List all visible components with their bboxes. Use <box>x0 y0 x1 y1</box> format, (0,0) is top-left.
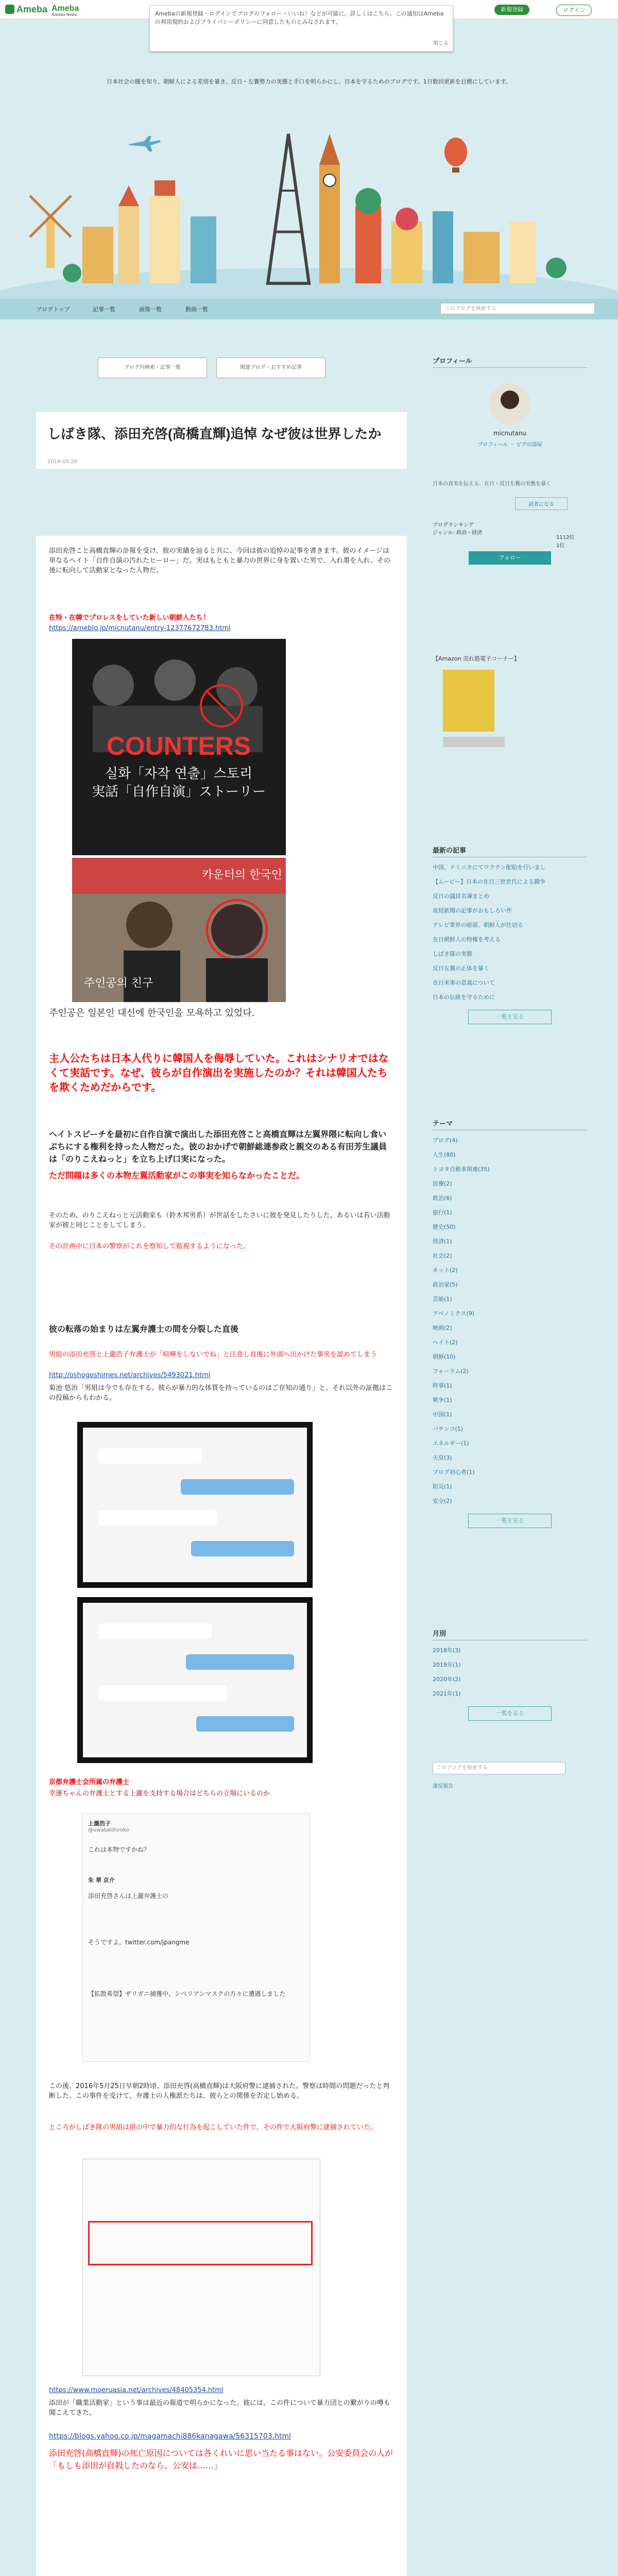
theme-item[interactable]: 経済(1) <box>433 1238 452 1245</box>
theme-item[interactable]: 旅行(1) <box>433 1209 452 1216</box>
menu-video-list[interactable]: 動画一覧 <box>185 306 208 313</box>
tweet-text-3: そうですよ。twitter.com/jpangme <box>88 1939 190 1946</box>
theme-item[interactable]: アベノミクス(9) <box>433 1310 475 1317</box>
article-title-card <box>36 412 407 469</box>
archive-title: 月別 <box>433 1628 587 1640</box>
recent-item[interactable]: 中国、ドミニカにてワクチン配給を行いまし <box>433 864 546 871</box>
tweet-handle-1: @uwatakihiroko <box>88 1827 129 1833</box>
theme-item[interactable]: 映画(2) <box>433 1325 452 1331</box>
tweet-section-sub: 幸運ちゃんの弁護士とする上瀧を支持する場合はどちらの立場にいるのか <box>49 1790 270 1798</box>
paragraph-3: ヘイトスピーチを最初に自作自演で演出した添田充啓こと高橋直輝は左翼界隈に転向し食いぶちにする権利を持った人物だった。彼のおかげで朝鮮総連参政と親交のある有田芳生議員は「のりこえねっと」を立ち上げ口実になった。 <box>49 1129 387 1164</box>
tweet-user-1: 上瀧浩子 <box>88 1820 111 1827</box>
theme-item[interactable]: 政治家(5) <box>433 1281 458 1288</box>
related-link-4[interactable]: https://blogs.yahoo.co.jp/magamachi886kanagawa/56315703.html <box>49 2432 291 2441</box>
theme-item[interactable]: トヨタ自動車関連(35) <box>433 1166 490 1173</box>
recent-item[interactable]: 【ムービー】日本の在日三世世代による闘争 <box>433 878 546 885</box>
theme-item[interactable]: ブログ初心者(1) <box>433 1469 475 1476</box>
theme-item[interactable]: フォーラム(2) <box>433 1368 469 1375</box>
svg-text:COUNTERS: COUNTERS <box>106 732 251 760</box>
chat-screenshot-1-art <box>78 1422 312 1587</box>
theme-item[interactable]: 医療(2) <box>433 1180 452 1187</box>
blog-search-input[interactable]: このブログを検索する <box>440 303 595 314</box>
profile-title: プロフィール <box>433 355 587 368</box>
profile-links[interactable]: プロフィール ・ ピグの部屋 <box>477 442 542 448</box>
ameba-logo[interactable]: Ameba <box>5 4 47 15</box>
archive-more-button[interactable]: 一覧を見る <box>468 1706 552 1721</box>
theme-title: テーマ <box>433 1118 587 1130</box>
paragraph-5-red: 男組の添田充啓と上瀧浩子弁護士が「喧嘩をしないでね」と注意し直後に外部へ出かけた事実を認めてしまう <box>49 1351 377 1359</box>
profile-name[interactable]: micnutanu <box>493 430 527 437</box>
follow-reader-button[interactable]: 読者になる <box>515 497 568 510</box>
ameba-logo-icon <box>5 5 14 14</box>
paragraph-3-red: ただ問題は多くの本物左翼活動家がこの事実を知らなかったことだ。 <box>49 1171 305 1180</box>
theme-item[interactable]: 政治(6) <box>433 1195 452 1201</box>
theme-item[interactable]: 社会(2) <box>433 1252 452 1259</box>
paragraph-4: そのため、のりこえねっと元活動家も（鈴木邦男系）が世話をしたさいに彼を発見したりした。あるいは若い活動家が彼と同じことをしてしまう。 <box>49 1212 390 1229</box>
blog-menu-bar <box>0 299 618 319</box>
recent-item[interactable]: テレビ業界の暗部、朝鮮人が仕切る <box>433 922 523 928</box>
left-nav-button-2[interactable]: 関連ブログ・おすすめ記事 <box>216 358 325 378</box>
paragraph-8: 添田が「職業活動家」という事は最近の報道で明らかになった。彼には、この件について暴力団との繋がりの噂も聞こえてきた。 <box>49 2399 390 2417</box>
article-photo-street <box>72 858 286 1002</box>
profile-section <box>433 355 587 469</box>
book-cover-2[interactable] <box>443 737 505 747</box>
article-body <box>36 536 407 2576</box>
recent-title: 最新の記事 <box>433 845 587 857</box>
theme-item[interactable]: ブログ(4) <box>433 1137 458 1144</box>
amazon-ad-section <box>433 654 587 747</box>
theme-item[interactable]: 中国(1) <box>433 1411 452 1418</box>
chat-screenshot-2-art <box>78 1598 312 1762</box>
menu-image-list[interactable]: 画像一覧 <box>139 306 162 313</box>
notice-text: Amebaの新規登録・ログインでブログのフォロー・いいね！などが可能に。詳しくはこちら。この通知はAmebaの利用規約およびプライバシーポリシーに同意したものとみなされます。 <box>155 10 444 25</box>
paragraph-9-red: 添田充啓(高橋直輝)の死亡原因については各くれいに思い当たる事はない。公安委員会の人が「もしも添田が自殺したのなら、公安は……」 <box>49 2448 393 2470</box>
blog-description: 日本社会の闇を知り、朝鮮人による差別を暴き、反日・左翼勢力の実態と手口を明らかにし、日本を守るためのブログです。1日数回更新を目標にしています。 <box>107 78 511 85</box>
recent-item[interactable]: 日本の伝統を守るために <box>433 994 495 1001</box>
recent-item[interactable]: 反日の議員名簿まとめ <box>433 893 489 900</box>
korean-caption: 주인공은 일본인 대신에 한국인을 모욕하고 있었다. <box>49 1008 255 1019</box>
ranking-value-2: 1位 <box>556 543 565 549</box>
ameba-news-logo[interactable]: Ameba Ameba News <box>52 4 79 17</box>
paragraph-6: 菊池 悠治「男組は今でも存在する。彼らが暴力的な体質を持っているのはご存知の通り」と、それ以外の証拠はこの投稿からもわかる。 <box>49 1384 393 1402</box>
paragraph-7: この後、2016年5月25日早朝2時頃、添田充啓(高橋直輝)は大阪府警に逮捕された。警察は時間の問題だったと判断した。この事件を受けて、弁護士の人権派たちは、彼らとの関係を否定し始める。 <box>49 2082 390 2100</box>
related-link-1[interactable]: https://ameblo.jp/micnutanu/entry-12377672783.html <box>49 624 231 632</box>
photo-street-illustration <box>72 858 286 1002</box>
article-title: しばき隊、添田充啓(高橋直輝)追悼 なぜ彼は世界したか <box>47 426 382 442</box>
profile-box <box>433 479 587 613</box>
sidebar-search-input[interactable]: このブログを検索する <box>433 1762 565 1774</box>
recent-more-button[interactable]: 一覧を見る <box>468 1010 552 1024</box>
tweet-text-4: 【拡散希望】ザリガニ捕獲中、シベリアンマスクの方々に遭遇しました <box>88 1990 286 1997</box>
report-link[interactable]: 違反報告 <box>433 1784 453 1789</box>
svg-text:주인공의 친구: 주인공의 친구 <box>83 977 153 990</box>
tweet-section-title: 京都弁護士会所属の弁護士 <box>49 1778 130 1786</box>
svg-text:실화「자작 연출」스토리: 실화「자작 연출」스토리 <box>105 766 253 782</box>
book-cover-1[interactable] <box>443 670 494 732</box>
theme-item[interactable]: パチンコ(1) <box>433 1426 464 1432</box>
theme-section <box>433 1118 587 1582</box>
archive-item[interactable]: 2021年(1) <box>433 1690 461 1697</box>
archive-item[interactable]: 2019年(1) <box>433 1662 461 1668</box>
follow-button[interactable]: フォロー <box>469 551 551 565</box>
sidebar-search <box>433 1762 587 1798</box>
paragraph-intro: 添田充啓こと高橋直輝の訃報を受け、彼の実績を辿ると共に、今回は彼の追悼の記事を書きます。彼のイメージは単なるヘイト「自作自演の汚れたヒーロー」だ。実はもともと暴力の世界に身を置いた男で、入れ墨を入れ、その後に転向して活動家となった人物だ。 <box>49 547 391 574</box>
related-link-2[interactable]: http://oshogoshimes.net/archives/5493021.html <box>49 1371 211 1379</box>
ranking-value-1: 1112位 <box>556 535 575 540</box>
related-link-3[interactable]: https://www.moeruasia.net/archives/48405354.html <box>49 2386 224 2394</box>
theme-list <box>433 1133 587 1509</box>
menu-entry-list[interactable]: 記事一覧 <box>93 306 115 313</box>
paragraph-7-red: ところがしばき隊の男組は組の中で暴力的な行為を起こしていた件で、その件で大阪府警に逮捕されていた。 <box>49 2124 377 2131</box>
theme-item[interactable]: 人生(80) <box>433 1151 456 1158</box>
recent-posts-section <box>433 845 587 1077</box>
archive-item[interactable]: 2020年(2) <box>433 1676 461 1683</box>
recent-item[interactable]: 反日左翼の正体を暴く <box>433 965 489 972</box>
theme-item[interactable]: ヘイト(2) <box>433 1339 458 1346</box>
tweet-text-1: これは本物ですかね？ <box>88 1846 150 1853</box>
profile-text: 日本の真実を伝える、在日・反日左翼の実態を暴く <box>433 481 551 487</box>
red-caption: 主人公たちは日本人代りに韓国人を侮辱していた。これはシナリオではなくて実話です。なぜ、彼らが自作演出を実施したのか？それは韓国人たちを欺くためだからです。 <box>49 1052 389 1093</box>
avatar-head-icon <box>501 391 519 409</box>
ranking-genre: ジャンル: 政治・経済 <box>433 530 483 536</box>
login-button[interactable]: ログイン <box>556 5 592 16</box>
tweet-text-2: 添田充啓さんは上瀧弁護士の <box>88 1892 169 1900</box>
left-nav-button-1[interactable]: ブログ内検索・記事一覧 <box>98 358 207 378</box>
notice-close-button[interactable]: 閉じる <box>433 41 449 46</box>
archive-item[interactable]: 2018年(3) <box>433 1647 461 1654</box>
archive-section <box>433 1628 587 1731</box>
recent-item[interactable]: 産経新聞の記事がおもしろい件 <box>433 907 512 914</box>
tweet-screenshots <box>82 1814 310 2062</box>
paragraph-5-heading: 彼の転落の始まりは左翼弁護士の間を分裂した直後 <box>49 1324 239 1334</box>
recent-list <box>433 860 587 1005</box>
theme-more-button[interactable]: 一覧を見る <box>468 1514 552 1528</box>
theme-item[interactable]: 朝鮮(10) <box>433 1353 456 1360</box>
recent-item[interactable]: 在日米軍の意義について <box>433 979 495 986</box>
theme-item[interactable]: 歴史(50) <box>433 1224 456 1230</box>
amazon-ad-label: 【Amazon 売れ筋電子コーナー】 <box>433 655 520 662</box>
notice-popup <box>149 5 453 52</box>
chat-screenshot-1 <box>77 1422 313 1588</box>
theme-item[interactable]: 時事(1) <box>433 1382 452 1389</box>
header-skyline-illustration <box>0 103 618 299</box>
chat-screenshot-2 <box>77 1597 313 1763</box>
theme-item[interactable]: ネット(2) <box>433 1267 458 1274</box>
recent-item[interactable]: 在日朝鮮人の特権を考える <box>433 936 501 943</box>
recent-item[interactable]: しばき隊の実態 <box>433 951 472 957</box>
svg-text:카운터의 한국인: 카운터의 한국인 <box>202 869 282 882</box>
news-screenshot <box>82 2159 320 2376</box>
menu-blog-top[interactable]: ブログトップ <box>36 306 70 313</box>
profile-avatar[interactable] <box>489 383 530 425</box>
paragraph-subheading: 在特・在韓でプロレスをしていた新しい朝鮮人たち！ <box>49 614 210 622</box>
photo-illustration <box>72 639 286 855</box>
theme-item[interactable]: 防災(1) <box>433 1483 452 1490</box>
article-photo-counters <box>72 639 286 855</box>
tweet-user-2: 朱 華 京介 <box>88 1877 115 1884</box>
article-date: 2018-05-28 <box>47 459 78 465</box>
ranking-title: ブログランキング <box>433 522 474 528</box>
theme-item[interactable]: エネルギー(1) <box>433 1440 469 1447</box>
register-button[interactable]: 新規登録 <box>494 5 529 15</box>
theme-item[interactable]: 戦争(1) <box>433 1397 452 1403</box>
theme-item[interactable]: 安全(2) <box>433 1498 452 1504</box>
svg-text:実話「自作自演」ストーリー: 実話「自作自演」ストーリー <box>91 784 266 800</box>
theme-item[interactable]: 天皇(3) <box>433 1454 452 1461</box>
paragraph-4-red: その計画中に日本の警察がこれを察知して監視するようになった。 <box>49 1243 250 1250</box>
theme-item[interactable]: 芸能(1) <box>433 1296 452 1302</box>
archive-list <box>433 1643 587 1701</box>
news-highlight-box <box>88 2221 313 2265</box>
